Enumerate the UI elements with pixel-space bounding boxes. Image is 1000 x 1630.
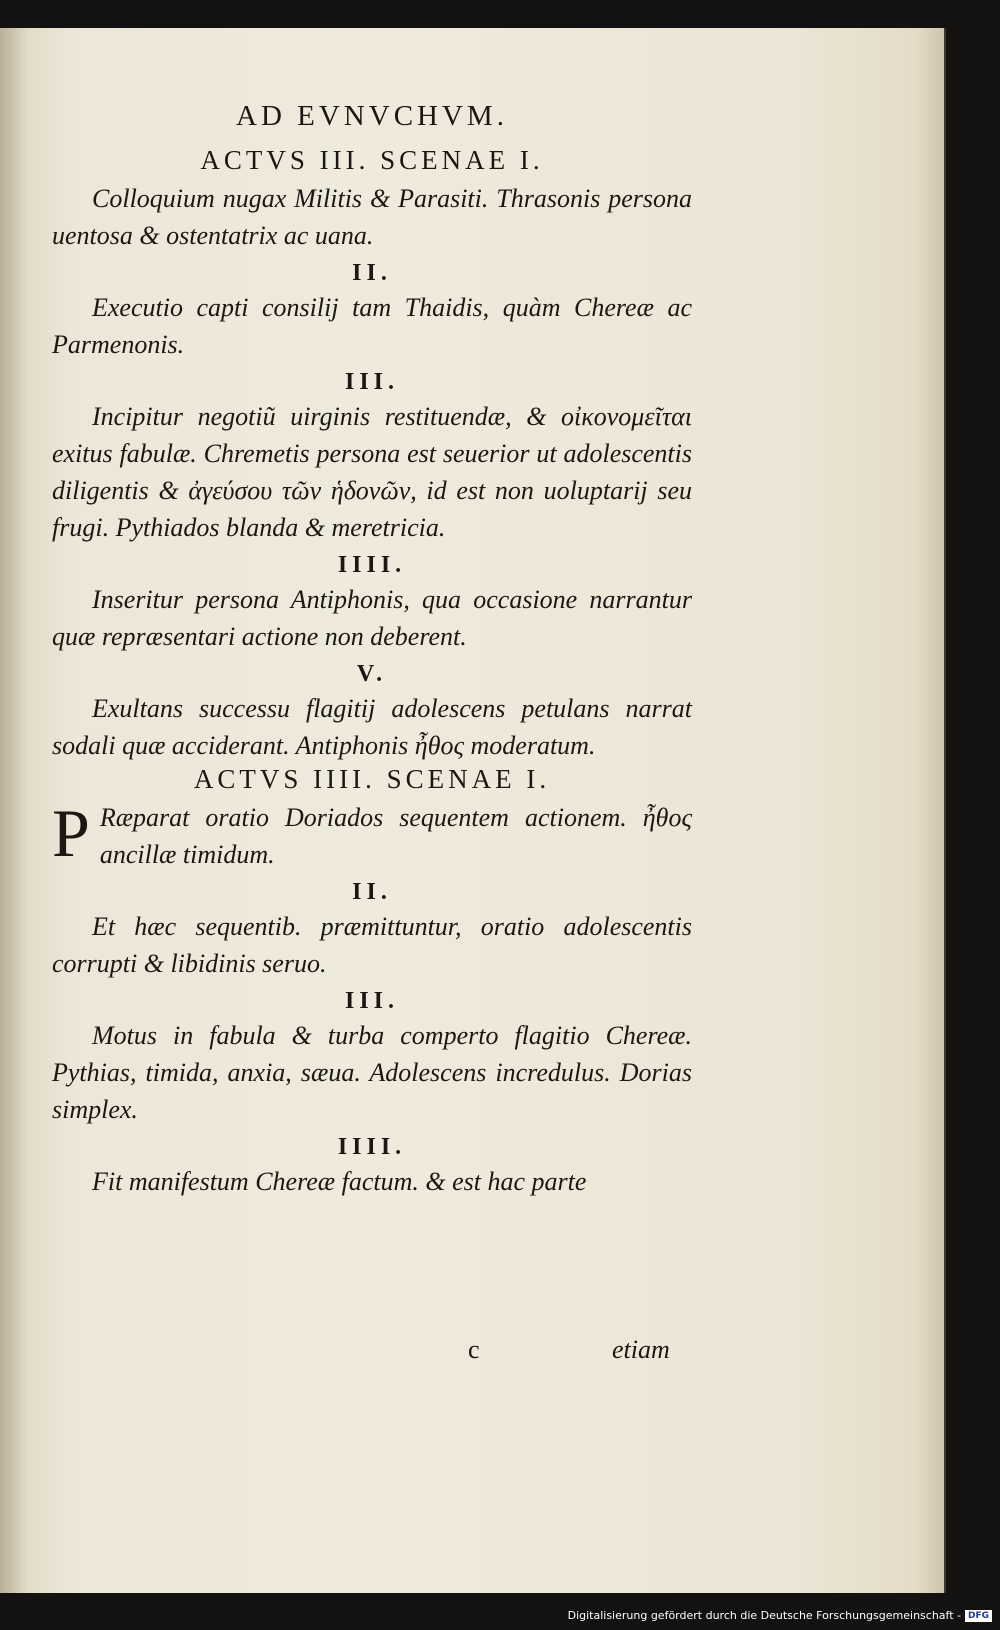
scene-summary: Fit manifestum Chereæ factum. & est hac parte	[92, 1167, 587, 1196]
signature-mark: c	[468, 1335, 480, 1364]
scene-number: III.	[344, 988, 400, 1014]
scene-number: IIII.	[337, 552, 407, 578]
scene-summary	[52, 795, 692, 873]
scene-summary: Colloquium nugax Militis & Parasiti. Thrasonis persona uentosa & ostentatrix ac uana.	[52, 184, 692, 250]
scene-number: II.	[352, 879, 392, 905]
scene-summary: Incipitur negotiũ uirginis restituendæ, & οἰκονομεῖται exitus fabulæ. Chremetis persona est seuerior ut adolescentis diligentis & ἀγεύσου τῶν ἡδονῶν, id est non uoluptarij seu frugi. Pythiados blanda & meretricia.	[52, 402, 692, 542]
act-heading: ACTVS III. SCENAE I.	[200, 145, 544, 175]
credit-text: Digitalisierung gefördert durch die Deutsche Forschungsgemeinschaft -	[567, 1609, 961, 1622]
scene-number: IIII.	[337, 1134, 407, 1160]
dfg-logo-icon: DFG	[965, 1610, 992, 1622]
act-heading: ACTVS IIII. SCENAE I.	[193, 764, 551, 794]
scene-number: V.	[356, 661, 388, 687]
scene-number: II.	[352, 260, 392, 286]
digitization-credit	[568, 1609, 992, 1622]
scene-number: III.	[344, 369, 400, 395]
running-head: AD EVNVCHVM.	[236, 100, 508, 132]
scene-summary: Executio capti consilij tam Thaidis, quàm Chereæ ac Parmenonis.	[52, 293, 692, 359]
scene-summary-text: Ræparat oratio Doriados sequentem actionem. ἦθος ancillæ timidum.	[99, 803, 692, 869]
catchword: etiam	[612, 1335, 670, 1364]
drop-cap: P	[52, 795, 90, 871]
scene-summary: Et hæc sequentib. præmittuntur, oratio adolescentis corrupti & libidinis seruo.	[52, 912, 692, 978]
page-text-block	[52, 70, 692, 1200]
scene-summary: Inseritur persona Antiphonis, qua occasione narrantur quæ repræsentari actione non deberent.	[52, 585, 692, 651]
scene-summary: Exultans successu flagitij adolescens petulans narrat sodali quæ acciderant. Antiphonis ἦθος moderatum.	[52, 694, 692, 760]
scene-summary: Motus in fabula & turba comperto flagitio Chereæ. Pythias, timida, anxia, sæua. Adolescens incredulus. Dorias simplex.	[52, 1021, 692, 1124]
